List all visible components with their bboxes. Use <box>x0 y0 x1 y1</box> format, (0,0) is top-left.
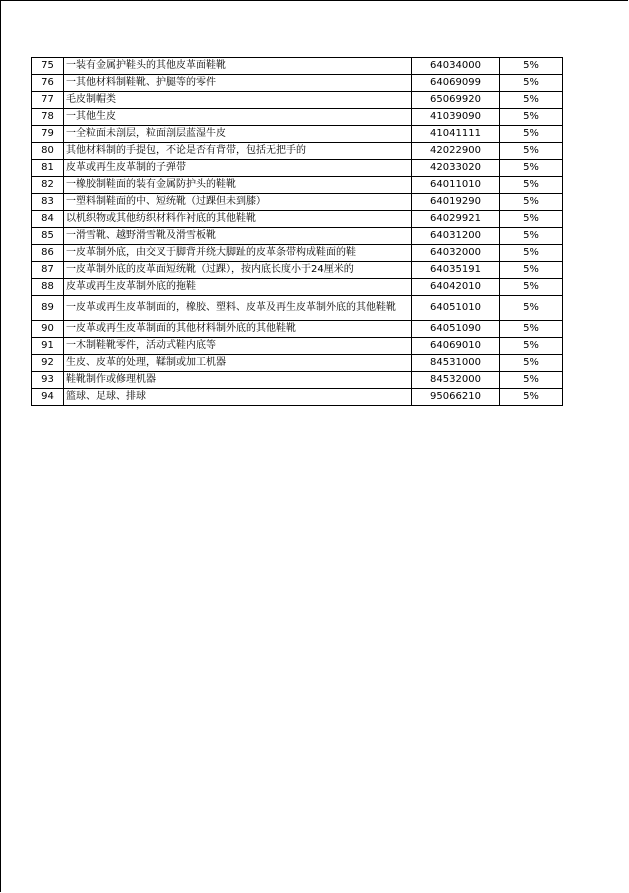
table-row <box>32 372 563 389</box>
table-row <box>32 355 563 372</box>
item-name-cell: 以机织物或其他纺织材料作衬底的其他鞋靴 <box>64 211 412 228</box>
item-name-cell: 一其他材料制鞋靴、护腿等的零件 <box>64 75 412 92</box>
tax-rate-cell: 5% <box>500 177 563 194</box>
hs-code-cell: 64034000 <box>412 58 500 75</box>
table-row <box>32 338 563 355</box>
item-name-cell: 一木制鞋靴零件，活动式鞋内底等 <box>64 338 412 355</box>
hs-code-cell: 64051090 <box>412 321 500 338</box>
table-row <box>32 211 563 228</box>
tax-rate-cell: 5% <box>500 338 563 355</box>
hs-code-cell: 64042010 <box>412 279 500 296</box>
item-name-cell: 鞋靴制作或修理机器 <box>64 372 412 389</box>
row-number-cell: 89 <box>32 296 64 321</box>
hs-code-cell: 41039090 <box>412 109 500 126</box>
item-name-cell: 皮革或再生皮革制的子弹带 <box>64 160 412 177</box>
hs-code-cell: 95066210 <box>412 389 500 406</box>
row-number-cell: 76 <box>32 75 64 92</box>
hs-code-cell: 64069099 <box>412 75 500 92</box>
row-number-cell: 81 <box>32 160 64 177</box>
item-name-cell: 其他材料制的手提包，不论是否有背带，包括无把手的 <box>64 143 412 160</box>
hs-code-cell: 84531000 <box>412 355 500 372</box>
tax-rate-cell: 5% <box>500 58 563 75</box>
table-row <box>32 58 563 75</box>
hs-code-cell: 64011010 <box>412 177 500 194</box>
row-number-cell: 79 <box>32 126 64 143</box>
hs-code-cell: 64019290 <box>412 194 500 211</box>
tax-rate-cell: 5% <box>500 126 563 143</box>
item-name-cell: 一皮革或再生皮革制面的其他材料制外底的其他鞋靴 <box>64 321 412 338</box>
table-row <box>32 109 563 126</box>
row-number-cell: 84 <box>32 211 64 228</box>
item-name-cell: 一皮革制外底，由交叉于脚背并绕大脚趾的皮革条带构成鞋面的鞋 <box>64 245 412 262</box>
item-name-cell: 一皮革或再生皮革制面的，橡胶、塑料、皮革及再生皮革制外底的其他鞋靴 <box>64 296 412 321</box>
item-name-cell: 一全粒面未剖层，粒面剖层蓝湿牛皮 <box>64 126 412 143</box>
table-row <box>32 75 563 92</box>
row-number-cell: 80 <box>32 143 64 160</box>
table-row <box>32 262 563 279</box>
item-name-cell: 一滑雪靴、越野滑雪靴及滑雪板靴 <box>64 228 412 245</box>
row-number-cell: 83 <box>32 194 64 211</box>
tax-rate-cell: 5% <box>500 92 563 109</box>
item-name-cell: 皮革或再生皮革制外底的拖鞋 <box>64 279 412 296</box>
row-number-cell: 94 <box>32 389 64 406</box>
hs-code-cell: 64051010 <box>412 296 500 321</box>
tariff-table <box>31 57 563 406</box>
table-row <box>32 126 563 143</box>
table-row <box>32 279 563 296</box>
row-number-cell: 92 <box>32 355 64 372</box>
row-number-cell: 85 <box>32 228 64 245</box>
hs-code-cell: 64032000 <box>412 245 500 262</box>
hs-code-cell: 84532000 <box>412 372 500 389</box>
tax-rate-cell: 5% <box>500 211 563 228</box>
table-row <box>32 92 563 109</box>
tax-rate-cell: 5% <box>500 262 563 279</box>
table-row <box>32 321 563 338</box>
tax-rate-cell: 5% <box>500 160 563 177</box>
tax-rate-cell: 5% <box>500 355 563 372</box>
row-number-cell: 90 <box>32 321 64 338</box>
item-name-cell: 生皮、皮革的处理，鞣制或加工机器 <box>64 355 412 372</box>
row-number-cell: 82 <box>32 177 64 194</box>
hs-code-cell: 65069920 <box>412 92 500 109</box>
row-number-cell: 93 <box>32 372 64 389</box>
row-number-cell: 86 <box>32 245 64 262</box>
tax-rate-cell: 5% <box>500 194 563 211</box>
hs-code-cell: 64029921 <box>412 211 500 228</box>
hs-code-cell: 64069010 <box>412 338 500 355</box>
table-row <box>32 296 563 321</box>
tax-rate-cell: 5% <box>500 321 563 338</box>
item-name-cell: 一橡胶制鞋面的装有金属防护头的鞋靴 <box>64 177 412 194</box>
item-name-cell: 一塑料制鞋面的中、短统靴（过踝但未到膝） <box>64 194 412 211</box>
item-name-cell: 一皮革制外底的皮革面短统靴（过踝），按内底长度小于24厘米的 <box>64 262 412 279</box>
tax-rate-cell: 5% <box>500 245 563 262</box>
table-row <box>32 245 563 262</box>
hs-code-cell: 41041111 <box>412 126 500 143</box>
tariff-table-body <box>32 58 563 406</box>
table-row <box>32 228 563 245</box>
table-row <box>32 194 563 211</box>
hs-code-cell: 42022900 <box>412 143 500 160</box>
item-name-cell: 毛皮制帽类 <box>64 92 412 109</box>
tax-rate-cell: 5% <box>500 228 563 245</box>
table-row <box>32 389 563 406</box>
tax-rate-cell: 5% <box>500 389 563 406</box>
table-row <box>32 160 563 177</box>
row-number-cell: 77 <box>32 92 64 109</box>
row-number-cell: 91 <box>32 338 64 355</box>
tax-rate-cell: 5% <box>500 296 563 321</box>
hs-code-cell: 64035191 <box>412 262 500 279</box>
tax-rate-cell: 5% <box>500 143 563 160</box>
tax-rate-cell: 5% <box>500 109 563 126</box>
table-row <box>32 177 563 194</box>
row-number-cell: 78 <box>32 109 64 126</box>
hs-code-cell: 64031200 <box>412 228 500 245</box>
item-name-cell: 一其他生皮 <box>64 109 412 126</box>
hs-code-cell: 42033020 <box>412 160 500 177</box>
tax-rate-cell: 5% <box>500 75 563 92</box>
row-number-cell: 88 <box>32 279 64 296</box>
table-row <box>32 143 563 160</box>
item-name-cell: 一装有金属护鞋头的其他皮革面鞋靴 <box>64 58 412 75</box>
tax-rate-cell: 5% <box>500 279 563 296</box>
item-name-cell: 篮球、足球、排球 <box>64 389 412 406</box>
row-number-cell: 87 <box>32 262 64 279</box>
row-number-cell: 75 <box>32 58 64 75</box>
tax-rate-cell: 5% <box>500 372 563 389</box>
